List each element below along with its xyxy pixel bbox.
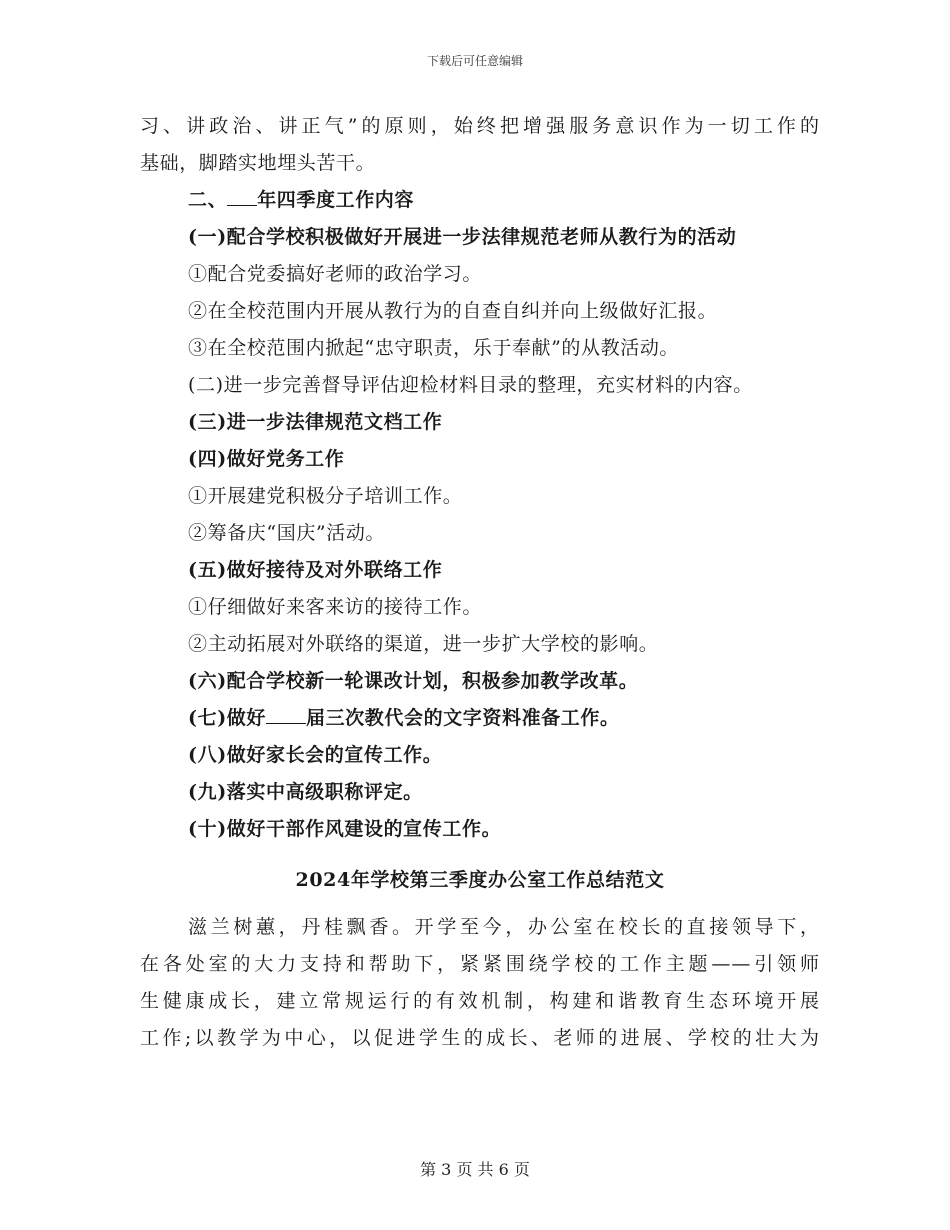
- item-7: [140, 700, 820, 737]
- article-line-2: 在各处室的大力支持和帮助下，紧紧围绕学校的工作主题——引领师: [140, 953, 820, 975]
- article-line-4: 工作;以教学为中心，以促进学生的成长、老师的进展、学校的壮大为: [140, 1027, 820, 1049]
- page-footer: 第 3 页 共 6 页: [420, 1160, 530, 1179]
- article-line-1: 滋兰树蕙，丹桂飘香。开学至今，办公室在校长的直接领导下，: [188, 916, 820, 938]
- item-9: (九)落实中高级职称评定。: [188, 781, 423, 803]
- item-7-prefix: (七)做好: [188, 707, 266, 729]
- item-1-sub-2: ②在全校范围内开展从教行为的自查自纠并向上级做好汇报。: [188, 300, 718, 322]
- item-1-sub-3: ③在全校范围内掀起“忠守职责，乐于奉献”的从教活动。: [188, 337, 680, 359]
- item-6: (六)配合学校新一轮课改计划，积极参加教学改革。: [188, 670, 639, 692]
- item-4-sub-2: ②筹备庆“国庆”活动。: [188, 522, 386, 544]
- item-7-suffix: 届三次教代会的文字资料准备工作。: [305, 707, 620, 729]
- item-8: (八)做好家长会的宣传工作。: [188, 744, 443, 766]
- intro-line-1: 习、讲政治、讲正气”的原则，始终把增强服务意识作为一切工作的: [140, 115, 820, 137]
- section-heading-prefix: 二、: [188, 189, 228, 211]
- page-header: 下载后可任意编辑: [426, 54, 523, 68]
- intro-line-2: 基础，脚踏实地埋头苦干。: [140, 152, 376, 174]
- section-heading-suffix: 年四季度工作内容: [257, 189, 415, 211]
- item-4-title: (四)做好党务工作: [188, 448, 345, 470]
- section-heading: [140, 182, 820, 219]
- item-5-title: (五)做好接待及对外联络工作: [188, 559, 443, 581]
- year-blank: [227, 187, 257, 206]
- document-body: [140, 108, 820, 1057]
- article-title: 2024年学校第三季度办公室工作总结范文: [295, 869, 665, 891]
- item-5-sub-1: ①仔细做好来客来访的接待工作。: [188, 596, 483, 618]
- item-4-sub-1: ①开展建党积极分子培训工作。: [188, 485, 463, 507]
- article-line-3: 生健康成长，建立常规运行的有效机制，构建和谐教育生态环境开展: [140, 990, 820, 1012]
- item-1-sub-1: ①配合党委搞好老师的政治学习。: [188, 263, 483, 285]
- item-10: (十)做好干部作风建设的宣传工作。: [188, 818, 502, 840]
- session-blank: [266, 705, 306, 724]
- item-2: (二)进一步完善督导评估迎检材料目录的整理，充实材料的内容。: [188, 374, 753, 396]
- item-3: (三)进一步法律规范文档工作: [188, 411, 443, 433]
- item-1-title: (一)配合学校积极做好开展进一步法律规范老师从教行为的活动: [188, 226, 737, 248]
- item-5-sub-2: ②主动拓展对外联络的渠道，进一步扩大学校的影响。: [188, 633, 659, 655]
